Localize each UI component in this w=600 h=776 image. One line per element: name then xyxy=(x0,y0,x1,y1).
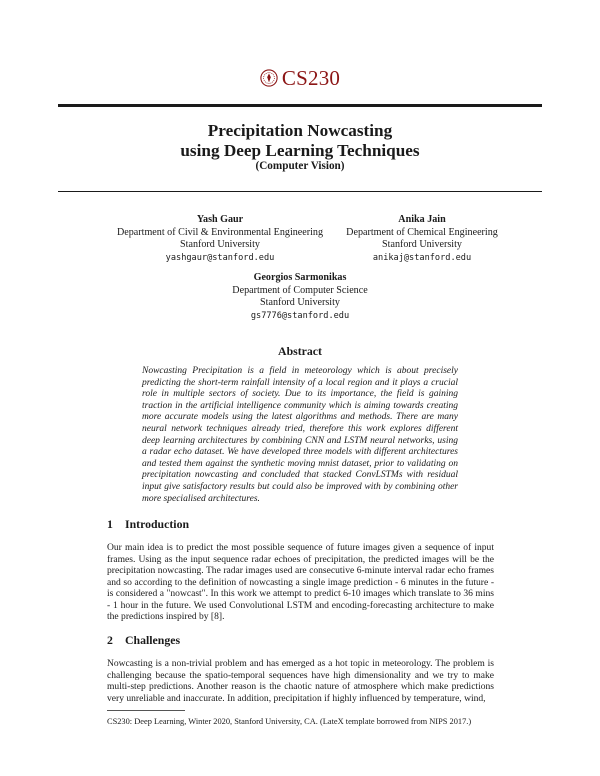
footnote: CS230: Deep Learning, Winter 2020, Stanford University, CA. (LateX template borrowed from NIPS 2017.) xyxy=(107,717,472,726)
section-title: Challenges xyxy=(125,633,181,647)
author-university: Stanford University xyxy=(180,239,260,251)
section-number: 2 xyxy=(107,633,113,647)
author-email[interactable]: gs7776@stanford.edu xyxy=(250,310,350,321)
paper-title xyxy=(60,121,540,161)
logo-text: CS230 xyxy=(281,65,341,90)
author-university: Stanford University xyxy=(260,297,340,309)
title-line-2: using Deep Learning Techniques xyxy=(180,141,420,160)
author-name: Yash Gaur xyxy=(196,214,244,225)
section-heading xyxy=(107,517,189,532)
section-number: 1 xyxy=(107,517,113,531)
author-block xyxy=(312,214,532,264)
footnote-rule xyxy=(107,710,185,711)
title-top-rule xyxy=(58,104,542,107)
author-name: Georgios Sarmonikas xyxy=(253,272,347,283)
title-line-1: Precipitation Nowcasting xyxy=(207,121,393,140)
author-block xyxy=(100,214,340,264)
section-heading xyxy=(107,633,180,648)
abstract-heading: Abstract xyxy=(278,344,322,358)
paper-subtitle: (Computer Vision) xyxy=(255,160,345,172)
author-name: Anika Jain xyxy=(398,214,446,225)
author-university: Stanford University xyxy=(382,239,462,251)
author-dept: Department of Computer Science xyxy=(232,284,368,296)
author-email[interactable]: anikaj@stanford.edu xyxy=(372,252,472,263)
section-paragraph: Our main idea is to predict the most possible sequence of future images given a sequence of input frames. Using as the input sequence radar echoes of precipitation, the predicted images will be the precipitation nowcasting. The radar images used are consecutive 6-minute interval radar echo frames and so according to the definition of nowcasting a single image prediction - 6 minutes in the future - is considered a "nowcast". In this work we attempt to predict 6-10 images which translate to 36 mins - 1 hour in the future. We used Convolutional LSTM and encoding-forecasting architecture to make the predictions inspired by [8]. xyxy=(107,542,494,623)
author-block xyxy=(180,272,420,322)
author-dept: Department of Civil & Environmental Engineering xyxy=(116,226,324,238)
section-title: Introduction xyxy=(125,517,190,531)
course-logo xyxy=(0,64,600,92)
author-dept: Department of Chemical Engineering xyxy=(346,226,498,238)
abstract-text: Nowcasting Precipitation is a field in meteorology which is about precisely predicting the short-term rainfall intensity of a local region and it plays a crucial role in multiple sectors of society. Due to its importance, the field is gaining traction in the artificial intelligence community which is aiming towards creating more accurate models using the latest algorithms and methods. There are many neural network techniques already tried, therefore this work explores different deep learning architectures by combining CNN and LSTM neural networks, using a radar echo dataset. We have developed three models with different architectures and tested them against the synthetic moving mnist dataset, prior to validating on precipitation nowcasting and concluded that stacked ConvLSTMs with residual input give satisfactory results but could also be improved with by combining other more specialised architectures. xyxy=(142,366,458,504)
section-paragraph: Nowcasting is a non-trivial problem and has emerged as a hot topic in meteorology. The problem is challenging because the spatio-temporal sequences have high dimensionality and we try to make multi-step predictions. Another reason is the chaotic nature of atmosphere which make predictions very unreliable and inaccurate. In addition, precipitation if highly influenced by temperature, wind, xyxy=(107,658,494,704)
title-bottom-rule xyxy=(58,191,542,192)
author-email[interactable]: yashgaur@stanford.edu xyxy=(165,252,275,263)
stanford-seal-icon xyxy=(260,69,278,87)
